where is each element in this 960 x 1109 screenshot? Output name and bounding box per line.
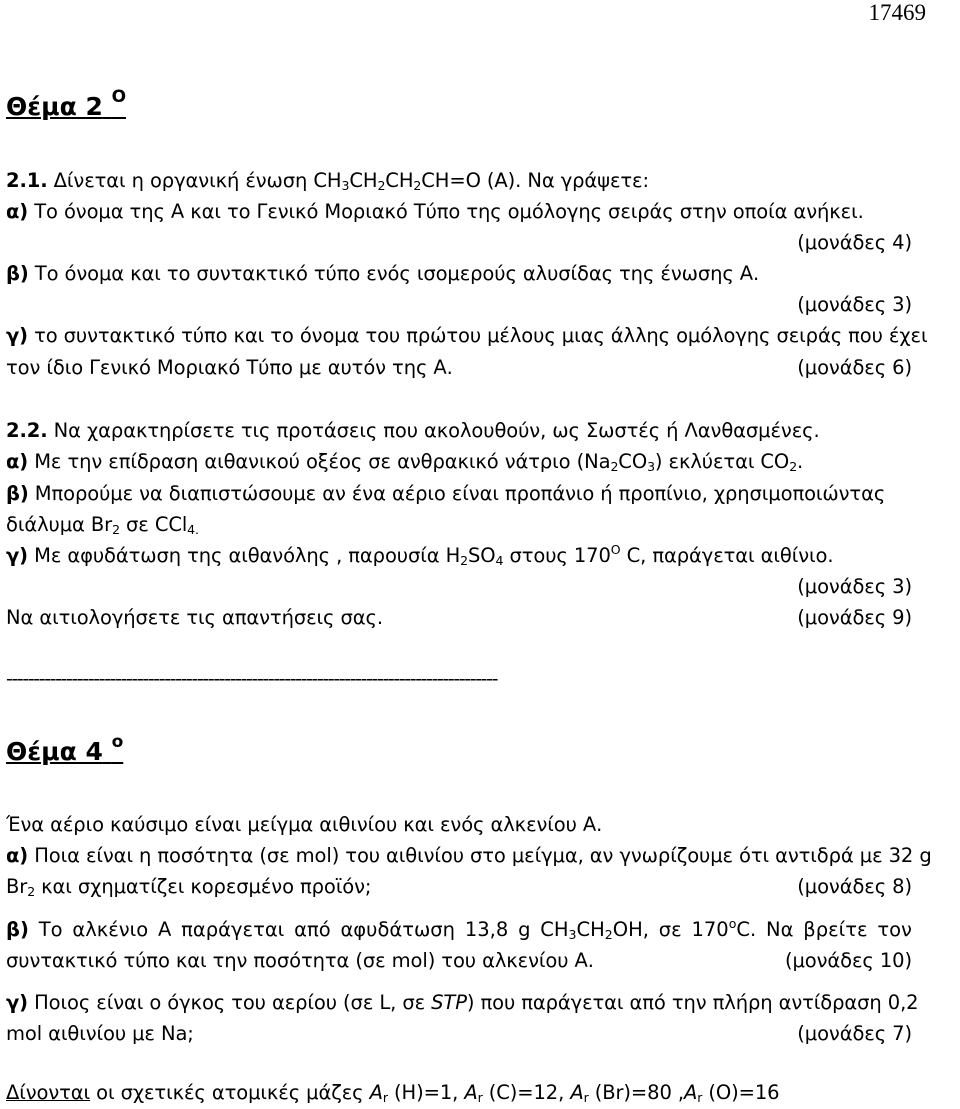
q21-a-label: α) [6,200,29,223]
temp: 170 [691,918,729,941]
q22-g-text4: C, παράγεται αιθίνιο. [620,544,834,567]
given-c: (C)=12, [482,1081,571,1104]
t4-g-line1 [6,990,919,1016]
sub: 2 [377,178,386,193]
temp-unit: C. [736,918,757,941]
q21-a [6,199,864,225]
sub: r [583,1090,589,1105]
word: 13,8 [464,918,509,941]
sub: 2 [789,459,798,474]
q22-justify: Να αιτιολογήσετε τις απαντήσεις σας. [6,606,383,629]
sub: 3 [647,459,655,474]
q22-b-label: β) [6,482,29,505]
q22-a-text1: Με την επίδραση αιθανικού οξέος σε ανθρακικό νάτριο (Na [28,450,611,473]
q22-g-text2: SO [468,544,496,567]
t4-g-line2: mol αιθινίου με Na; [6,1022,194,1045]
q22-a [6,449,803,475]
q21-text-d: CH=O (A). Να γράψετε: [421,169,649,192]
ar-a: A [369,1081,383,1104]
word: σε [658,918,682,941]
q21-b-points: (μονάδες 3) [797,293,912,316]
word: τον [877,918,912,941]
given-br: (Br)=80 , [588,1081,684,1104]
q22-number: 2.2. [6,419,48,442]
sub: r [477,1090,483,1105]
topic4-title [6,732,124,766]
q21-g-label: γ) [6,324,28,347]
t4-g-text1b: ) που παράγεται από την πλήρη αντίδραση 0,2 [466,991,919,1014]
q22-b-line2 [6,512,199,538]
q22-b-text2b: σε CCl [119,513,188,536]
chem: OH, [612,918,649,941]
t4-a-label: α) [6,844,29,867]
page-number: 17469 [868,0,926,25]
q21-g-line2: τον ίδιο Γενικό Μοριακό Τύπο με αυτόν της Α. [6,356,453,379]
q21-b [6,261,759,287]
sub: 2 [27,884,36,899]
sub: 4 [495,553,504,568]
q21-b-label: β) [6,262,29,285]
q22-b-line1 [6,481,885,507]
sub: 2 [610,459,619,474]
t4-b-label: β) [6,918,29,941]
topic4-title-text: Θέμα 4 [6,737,103,766]
sub: 4. [187,522,199,537]
q22-a-text2: CO [618,450,648,473]
given-label: Δίνονται [6,1081,91,1104]
q21-text-a: Δίνεται η οργανική ένωση CH [47,169,342,192]
sub: 3 [568,927,577,942]
t4-g-text1a: Ποιος είναι ο όγκος του αερίου (σε L, σε [28,991,432,1014]
t4-b-line2: συντακτικό τύπο και την ποσότητα (σε mol) του αλκενίου Α. [6,949,594,972]
q22-a-text4: . [797,450,804,473]
q22-g-text1: Με αφυδάτωση της αιθανόλης , παρουσία H [28,544,461,567]
chem: CH [540,918,569,941]
topic4-title-sup: ο [111,732,124,752]
q22-g [6,543,833,569]
q22-text: Να χαρακτηρίσετε τις προτάσεις που ακολουθούν, ως Σωστές ή Λανθασμένες. [47,419,820,442]
q21-text-c: CH [385,169,414,192]
q22-g-label: γ) [6,544,28,567]
ar-a: A [464,1081,478,1104]
t4-b-points: (μονάδες 10) [784,949,912,972]
q22-g-text3: στους 170 [503,544,611,567]
sub: 2 [112,522,120,537]
q22-b-text1: Μπορούμε να διαπιστώσουμε αν ένα αέριο είναι προπάνιο ή προπίνιο, χρησιμοποιώντας [28,482,886,505]
q21-g-text1: το συντακτικό τύπο και το όνομα του πρώτου μέλους μιας άλλης ομόλογης σειράς που έχει [28,324,928,347]
t4-a-points: (μονάδες 8) [797,875,912,898]
q22-a-text3: ) εκλύεται CO [654,450,790,473]
word: Να [766,918,794,941]
q21-g-line1 [6,323,927,349]
word: αφυδάτωση [340,918,456,941]
sup: O [610,542,621,557]
stp: STP [431,991,467,1014]
topic4-intro: Ένα αέριο καύσιμο είναι μείγμα αιθινίου και ενός αλκενίου Α. [6,813,603,836]
topic2-title-sup: Ο [111,87,127,107]
given-atomic-masses [6,1080,779,1106]
t4-b-line1 [6,917,912,943]
given-h: (H)=1, [387,1081,465,1104]
q22-points-3: (μονάδες 3) [797,575,912,598]
word: αλκένιο [72,918,149,941]
t4-b-formula [540,917,649,943]
t4-b-temp [691,917,756,943]
chem: CH [576,918,605,941]
q21-b-text: Το όνομα και το συντακτικό τύπο ενός ισομερούς αλυσίδας της ένωσης Α. [28,262,760,285]
q21-a-text: Το όνομα της Α και το Γενικό Μοριακό Τύπο της ομόλογης σειράς στην οποία ανήκει. [28,200,864,223]
q21-a-points: (μονάδες 4) [797,231,912,254]
sub: r [697,1090,703,1105]
word: Το [38,918,63,941]
sub: 2 [460,553,468,568]
given-o: (O)=16 [702,1081,780,1104]
sub: 3 [341,178,350,193]
q21-g-points: (μονάδες 6) [797,356,912,379]
given-text: οι σχετικές ατομικές μάζες [90,1081,370,1104]
t4-a-text1: Ποια είναι η ποσότητα (σε mol) του αιθινίου στο μείγμα, αν γνωρίζουμε ότι αντιδρά με 32 g [28,844,932,867]
sup: o [728,916,737,931]
q22-points-9: (μονάδες 9) [797,606,912,629]
word: από [294,918,331,941]
t4-a-line1 [6,843,932,869]
topic2-title-text: Θέμα 2 [6,92,103,121]
separator-line: ------------------------------------------------------------------------------------------ [6,668,498,690]
q22-intro [6,418,820,444]
q21-intro [6,168,649,194]
q22-b-text2a: διάλυμα Br [6,513,113,536]
q21-text-b: CH [349,169,378,192]
ar-a: A [570,1081,584,1104]
sub: 2 [604,927,613,942]
topic2-title [6,87,127,121]
t4-a-line2 [6,874,371,900]
t4-g-label: γ) [6,991,28,1014]
q21-number: 2.1. [6,169,48,192]
word: g [518,918,531,941]
word: Α [158,918,172,941]
ar-a: A [683,1081,698,1104]
t4-g-points: (μονάδες 7) [797,1022,912,1045]
sub: 2 [413,178,422,193]
t4-a-text2a: Br [6,875,28,898]
q22-a-label: α) [6,450,29,473]
word: βρείτε [803,918,868,941]
sub: r [382,1090,388,1105]
t4-a-text2b: και σχηματίζει κορεσμένο προϊόν; [35,875,372,898]
word: παράγεται [181,918,285,941]
